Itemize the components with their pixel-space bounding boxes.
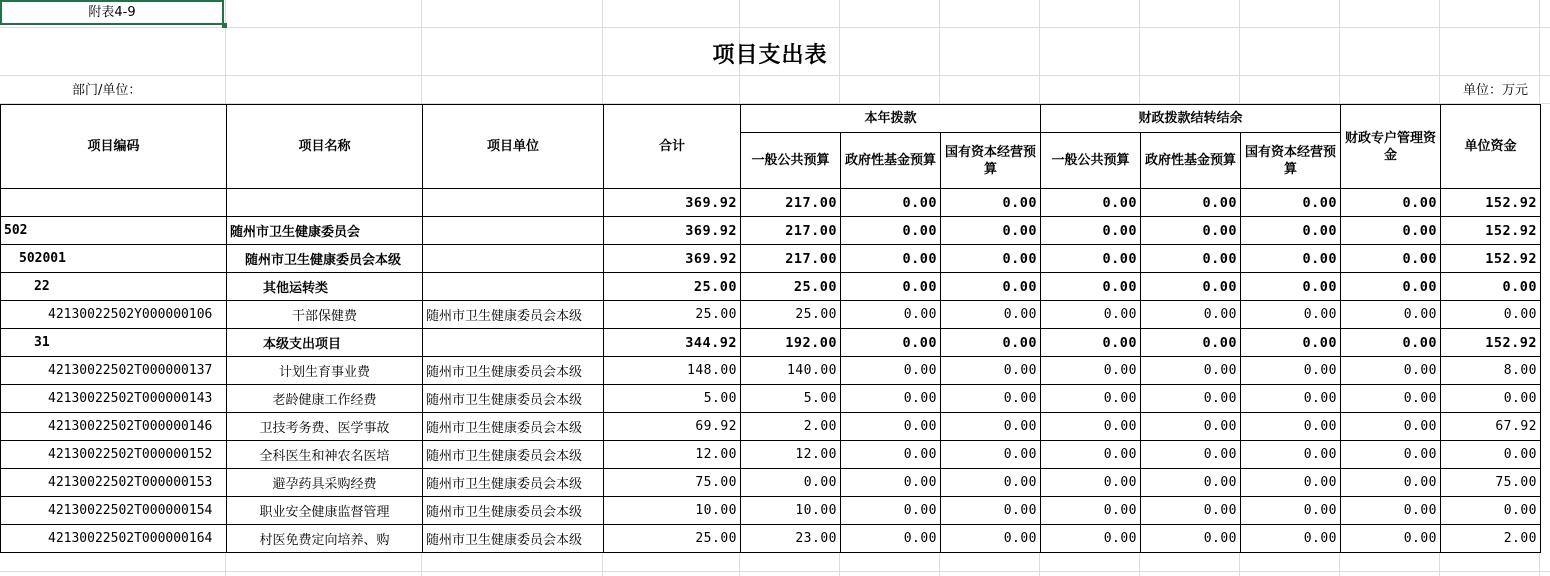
cell-project-code[interactable]: 502 [1,217,227,245]
cell-amount[interactable]: 0.00 [841,441,941,469]
cell-amount[interactable]: 0.00 [1041,189,1141,217]
cell-amount[interactable]: 2.00 [741,413,841,441]
cell-project-name[interactable] [227,189,423,217]
cell-amount[interactable]: 0.00 [1141,413,1241,441]
cell-project-name[interactable]: 其他运转类 [227,273,423,301]
cell-amount[interactable]: 0.00 [1141,441,1241,469]
cell-amount[interactable]: 152.92 [1441,329,1541,357]
cell-project-name[interactable]: 本级支出项目 [227,329,423,357]
cell-amount[interactable]: 0.00 [1141,469,1241,497]
cell-amount[interactable]: 0.00 [1241,497,1341,525]
cell-project-code[interactable]: 42130022502T000000153 [1,469,227,497]
cell-project-name[interactable]: 干部保健费 [227,301,423,329]
cell-project-code[interactable]: 42130022502Y000000106 [1,301,227,329]
table-row [1,441,1541,469]
header-current-year-allocation[interactable]: 本年拨款 [741,105,1041,133]
cell-project-code[interactable]: 31 [1,329,227,357]
cell-amount[interactable]: 0.00 [1341,385,1441,413]
cell-amount[interactable]: 0.00 [1141,525,1241,553]
table-row [1,329,1541,357]
unit-label: 单位：万元 [1462,83,1528,98]
header-unit[interactable]: 项目单位 [423,105,604,189]
cell-amount[interactable]: 2.00 [1441,525,1541,553]
cell-project-code[interactable]: 42130022502T000000146 [1,413,227,441]
gridline [0,571,1550,572]
cell-amount[interactable]: 0.00 [1341,441,1441,469]
header-name[interactable]: 项目名称 [227,105,423,189]
cell-amount[interactable]: 0.00 [841,497,941,525]
cell-project-unit[interactable]: 随州市卫生健康委员会本级 [423,301,604,329]
cell-project-name[interactable]: 随州市卫生健康委员会 [227,217,423,245]
table-row [1,357,1541,385]
cell-amount[interactable]: 0.00 [1441,301,1541,329]
cell-amount[interactable]: 369.92 [604,217,741,245]
header-own-funds[interactable]: 单位资金 [1441,105,1541,189]
cell-amount[interactable]: 217.00 [741,189,841,217]
table-row [1,385,1541,413]
cell-amount[interactable]: 0.00 [1241,357,1341,385]
cell-amount[interactable]: 0.00 [941,413,1041,441]
cell-amount[interactable]: 0.00 [1041,413,1141,441]
cell-project-name[interactable]: 计划生育事业费 [227,357,423,385]
cell-amount[interactable]: 0.00 [1241,217,1341,245]
cell-amount[interactable]: 152.92 [1441,189,1541,217]
cell-amount[interactable]: 0.00 [1341,217,1441,245]
cell-project-unit[interactable]: 随州市卫生健康委员会本级 [423,469,604,497]
cell-amount[interactable]: 25.00 [604,273,741,301]
cell-amount[interactable]: 0.00 [1241,245,1341,273]
cell-amount[interactable]: 0.00 [1241,189,1341,217]
cell-amount[interactable]: 0.00 [841,217,941,245]
cell-amount[interactable]: 67.92 [1441,413,1541,441]
cell-amount[interactable]: 0.00 [941,245,1041,273]
cell-amount[interactable]: 0.00 [1341,525,1441,553]
cell-project-unit[interactable] [423,189,604,217]
cell-amount[interactable]: 12.00 [604,441,741,469]
cell-amount[interactable]: 0.00 [1041,385,1141,413]
cell-amount[interactable]: 0.00 [1241,385,1341,413]
cell-amount[interactable]: 0.00 [1041,357,1141,385]
cell-amount[interactable]: 25.00 [741,273,841,301]
cell-project-name[interactable]: 职业安全健康监督管理 [227,497,423,525]
header-special-account-funds[interactable]: 财政专户管理资金 [1341,105,1441,189]
cell-amount[interactable]: 0.00 [1041,497,1141,525]
cell-amount[interactable]: 0.00 [841,245,941,273]
cell-amount[interactable]: 0.00 [1241,301,1341,329]
cell-amount[interactable]: 0.00 [1341,273,1441,301]
cell-project-name[interactable]: 卫技考务费、医学事故 [227,413,423,441]
cell-amount[interactable]: 10.00 [741,497,841,525]
cell-project-code[interactable]: 22 [1,273,227,301]
fill-handle[interactable] [222,23,227,28]
table-row [1,245,1541,273]
cell-amount[interactable]: 25.00 [604,525,741,553]
cell-project-code[interactable]: 502001 [1,245,227,273]
header-carryover-balance[interactable]: 财政拨款结转结余 [1041,105,1341,133]
header-g1-general-budget[interactable]: 一般公共预算 [741,133,841,189]
cell-amount[interactable]: 0.00 [1141,273,1241,301]
cell-amount[interactable]: 0.00 [1441,273,1541,301]
project-expenditure-table [0,104,1541,553]
cell-amount[interactable]: 0.00 [741,469,841,497]
cell-project-unit[interactable]: 随州市卫生健康委员会本级 [423,413,604,441]
table-row [1,301,1541,329]
header-g2-fund-budget[interactable]: 政府性基金预算 [1141,133,1241,189]
cell-amount[interactable]: 0.00 [1241,329,1341,357]
cell-amount[interactable]: 8.00 [1441,357,1541,385]
cell-amount[interactable]: 369.92 [604,189,741,217]
cell-project-unit[interactable]: 随州市卫生健康委员会本级 [423,357,604,385]
cell-amount[interactable]: 0.00 [1241,273,1341,301]
cell-project-name[interactable]: 随州市卫生健康委员会本级 [227,245,423,273]
cell-amount[interactable]: 0.00 [1141,301,1241,329]
cell-project-name[interactable]: 避孕药具采购经费 [227,469,423,497]
cell-amount[interactable]: 0.00 [1241,469,1341,497]
department-label: 部门/单位： [72,83,142,98]
cell-amount[interactable]: 0.00 [841,329,941,357]
cell-amount[interactable]: 0.00 [1341,245,1441,273]
cell-amount[interactable]: 5.00 [741,385,841,413]
cell-amount[interactable]: 0.00 [941,357,1041,385]
cell-amount[interactable]: 0.00 [1341,329,1441,357]
cell-project-code[interactable]: 42130022502T000000154 [1,497,227,525]
cell-project-unit[interactable] [423,329,604,357]
cell-amount[interactable]: 0.00 [1141,189,1241,217]
cell-amount[interactable]: 0.00 [1141,329,1241,357]
header-g1-fund-budget[interactable]: 政府性基金预算 [841,133,941,189]
cell-project-name[interactable]: 老龄健康工作经费 [227,385,423,413]
cell-project-unit[interactable] [423,245,604,273]
cell-amount[interactable]: 0.00 [841,385,941,413]
cell-amount[interactable]: 25.00 [604,301,741,329]
selected-cell[interactable]: 附表4-9 [0,0,224,25]
cell-amount[interactable]: 0.00 [1041,441,1141,469]
cell-amount[interactable]: 0.00 [1341,469,1441,497]
cell-amount[interactable]: 0.00 [1241,413,1341,441]
cell-amount[interactable]: 12.00 [741,441,841,469]
cell-amount[interactable]: 140.00 [741,357,841,385]
cell-amount[interactable]: 0.00 [841,413,941,441]
cell-project-unit[interactable] [423,217,604,245]
cell-amount[interactable]: 0.00 [1141,245,1241,273]
cell-amount[interactable]: 0.00 [1241,525,1341,553]
cell-project-unit[interactable]: 随州市卫生健康委员会本级 [423,497,604,525]
cell-amount[interactable]: 75.00 [604,469,741,497]
cell-project-unit[interactable]: 随州市卫生健康委员会本级 [423,385,604,413]
cell-amount[interactable]: 0.00 [1041,245,1141,273]
cell-amount[interactable]: 148.00 [604,357,741,385]
cell-amount[interactable]: 0.00 [941,301,1041,329]
cell-amount[interactable]: 0.00 [1141,385,1241,413]
cell-amount[interactable]: 217.00 [741,245,841,273]
cell-amount[interactable]: 0.00 [1341,357,1441,385]
cell-amount[interactable]: 0.00 [1441,441,1541,469]
cell-amount[interactable]: 192.00 [741,329,841,357]
cell-amount[interactable]: 0.00 [941,497,1041,525]
cell-amount[interactable]: 0.00 [941,273,1041,301]
gridline [0,75,1550,76]
cell-project-unit[interactable]: 随州市卫生健康委员会本级 [423,525,604,553]
cell-amount[interactable]: 0.00 [941,329,1041,357]
cell-project-name[interactable]: 村医免费定向培养、购 [227,525,423,553]
header-total[interactable]: 合计 [604,105,741,189]
cell-project-code[interactable] [1,189,227,217]
cell-amount[interactable]: 25.00 [741,301,841,329]
table-row [1,497,1541,525]
cell-project-code[interactable]: 42130022502T000000137 [1,357,227,385]
cell-amount[interactable]: 0.00 [841,469,941,497]
header-g1-state-capital-budget[interactable]: 国有资本经营预算 [941,133,1041,189]
cell-amount[interactable]: 0.00 [1341,301,1441,329]
cell-amount[interactable]: 0.00 [1341,189,1441,217]
cell-project-name[interactable]: 全科医生和神农名医培 [227,441,423,469]
header-g2-state-capital-budget[interactable]: 国有资本经营预算 [1241,133,1341,189]
cell-amount[interactable]: 0.00 [841,189,941,217]
cell-amount[interactable]: 0.00 [941,525,1041,553]
cell-project-unit[interactable]: 随州市卫生健康委员会本级 [423,441,604,469]
cell-amount[interactable]: 23.00 [741,525,841,553]
cell-amount[interactable]: 0.00 [841,357,941,385]
cell-amount[interactable]: 0.00 [941,441,1041,469]
cell-amount[interactable]: 0.00 [1241,441,1341,469]
cell-amount[interactable]: 0.00 [941,189,1041,217]
cell-amount[interactable]: 69.92 [604,413,741,441]
cell-project-code[interactable]: 42130022502T000000152 [1,441,227,469]
cell-project-code[interactable]: 42130022502T000000143 [1,385,227,413]
cell-amount[interactable]: 0.00 [1341,413,1441,441]
cell-amount[interactable]: 369.92 [604,245,741,273]
table-row [1,413,1541,441]
cell-amount[interactable]: 0.00 [1141,357,1241,385]
cell-amount[interactable]: 0.00 [841,525,941,553]
cell-amount[interactable]: 344.92 [604,329,741,357]
cell-amount[interactable]: 75.00 [1441,469,1541,497]
cell-project-code[interactable]: 42130022502T000000164 [1,525,227,553]
header-g2-general-budget[interactable]: 一般公共预算 [1041,133,1141,189]
cell-amount[interactable]: 0.00 [841,301,941,329]
cell-amount[interactable]: 0.00 [1041,469,1141,497]
cell-amount[interactable]: 0.00 [1041,301,1141,329]
cell-amount[interactable]: 0.00 [1041,525,1141,553]
cell-amount[interactable]: 0.00 [1441,497,1541,525]
cell-amount[interactable]: 0.00 [941,385,1041,413]
cell-amount[interactable]: 0.00 [1041,329,1141,357]
gridline [0,27,1550,28]
table-row [1,273,1541,301]
table-row [1,469,1541,497]
cell-amount[interactable]: 0.00 [1441,385,1541,413]
cell-amount[interactable]: 10.00 [604,497,741,525]
cell-amount[interactable]: 5.00 [604,385,741,413]
table-row [1,217,1541,245]
cell-amount[interactable]: 0.00 [1041,273,1141,301]
cell-amount[interactable]: 0.00 [1341,497,1441,525]
table-row [1,189,1541,217]
cell-amount[interactable]: 152.92 [1441,245,1541,273]
cell-amount[interactable]: 217.00 [741,217,841,245]
cell-amount[interactable]: 0.00 [841,273,941,301]
cell-amount[interactable]: 0.00 [941,217,1041,245]
cell-amount[interactable]: 152.92 [1441,217,1541,245]
cell-amount[interactable]: 0.00 [941,469,1041,497]
cell-amount[interactable]: 0.00 [1141,497,1241,525]
header-code[interactable]: 项目编码 [1,105,227,189]
cell-amount[interactable]: 0.00 [1141,217,1241,245]
table-row [1,525,1541,553]
cell-project-unit[interactable] [423,273,604,301]
page-title: 项目支出表 [712,42,828,68]
table-body [1,189,1541,553]
cell-amount[interactable]: 0.00 [1041,217,1141,245]
